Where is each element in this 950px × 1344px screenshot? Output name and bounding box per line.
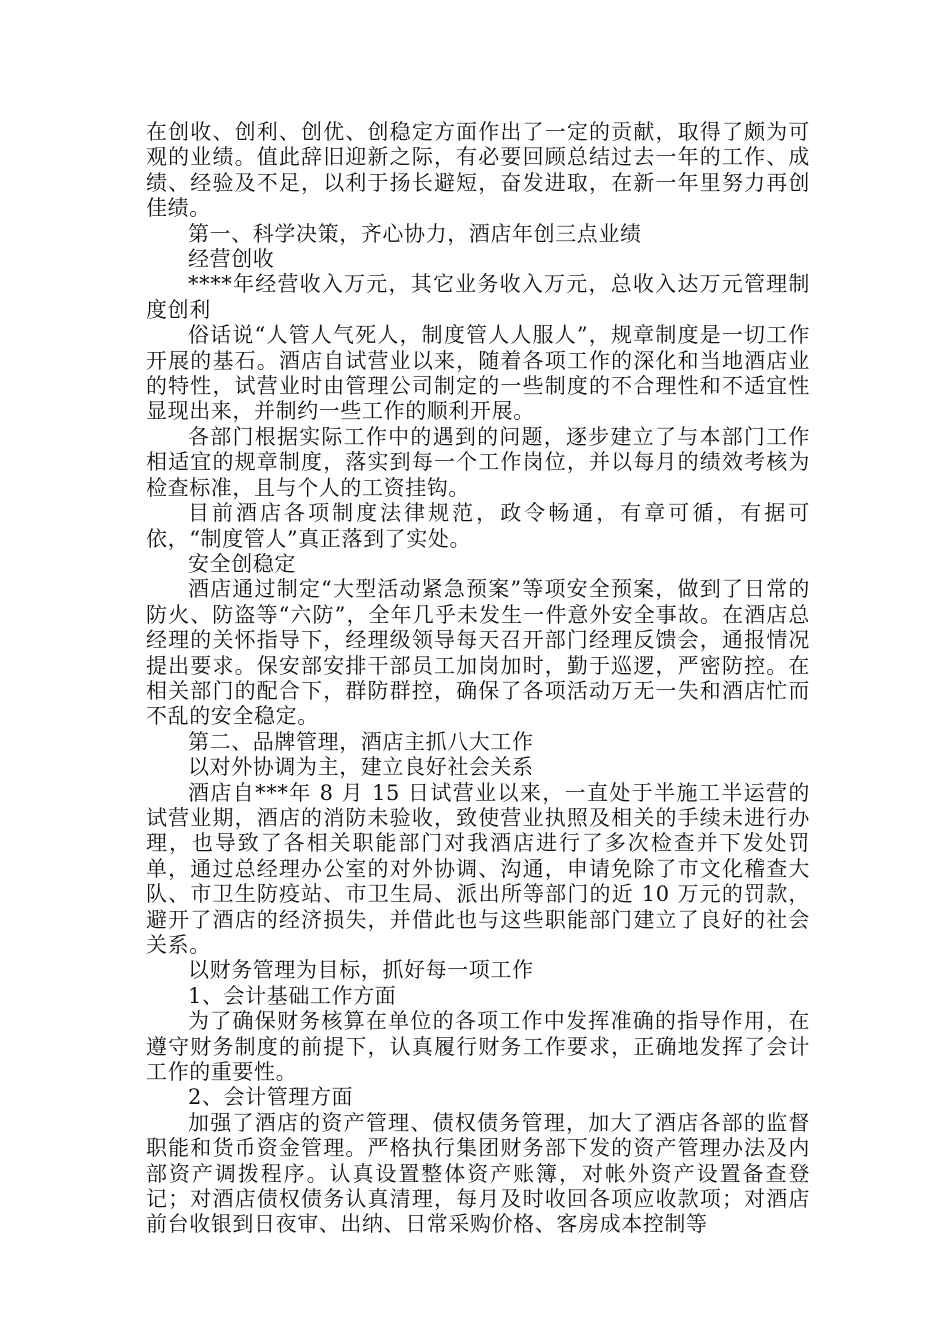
- paragraph: 为了确保财务核算在单位的各项工作中发挥准确的指导作用，在遵守财务制度的前提下，认真履行财务工作要求，正确地发挥了会计工作的重要性。: [146, 1009, 810, 1085]
- subsection-heading: 经营创收: [188, 247, 275, 272]
- paragraph: 各部门根据实际工作中的遇到的问题，逐步建立了与本部门工作相适宜的规章制度，落实到每一个工作岗位，并以每月的绩效考核为检查标准，且与个人的工资挂钩。: [146, 424, 810, 500]
- paragraph: ****年经营收入万元，其它业务收入万元，总收入达万元管理制度创利: [146, 272, 810, 322]
- section-heading: 第二、品牌管理，酒店主抓八大工作: [188, 729, 534, 754]
- paragraph: 目前酒店各项制度法律规范，政令畅通，有章可循，有据可依，“制度管人”真正落到了实处。: [146, 501, 810, 551]
- document-body: [146, 120, 810, 1238]
- list-item-heading: 1、会计基础工作方面: [188, 983, 397, 1008]
- list-item-heading: 2、会计管理方面: [188, 1085, 354, 1110]
- section-heading: 第一、科学决策，齐心协力，酒店年创三点业绩: [188, 221, 642, 246]
- subsection-heading: 以财务管理为目标，抓好每一项工作: [188, 958, 534, 983]
- subsection-heading: 以对外协调为主，建立良好社会关系: [188, 755, 534, 780]
- paragraph: 酒店通过制定“大型活动紧急预案”等项安全预案，做到了日常的防火、防盗等“六防”，全年几乎未发生一件意外安全事故。在酒店总经理的关怀指导下，经理级领导每天召开部门经理反馈会，通报情况提出要求。保安部安排干部员工加岗加时，勤于巡逻，严密防控。在相关部门的配合下，群防群控，确保了各项活动万无一失和酒店忙而不乱的安全稳定。: [146, 577, 810, 729]
- paragraph: 加强了酒店的资产管理、债权债务管理，加大了酒店各部的监督职能和货币资金管理。严格执行集团财务部下发的资产管理办法及内部资产调拨程序。认真设置整体资产账簿，对帐外资产设置备查登记；对酒店债权债务认真清理，每月及时收回各项应收款项；对酒店前台收银到日夜审、出纳、日常采购价格、客房成本控制等: [146, 1110, 810, 1237]
- paragraph: 在创收、创利、创优、创稳定方面作出了一定的贡献，取得了颇为可观的业绩。值此辞旧迎新之际，有必要回顾总结过去一年的工作、成绩、经验及不足，以利于扬长避短，奋发进取，在新一年里努力再创佳绩。: [146, 120, 810, 221]
- subsection-heading: 安全创稳定: [188, 551, 296, 576]
- paragraph: 酒店自***年 8 月 15 日试营业以来，一直处于半施工半运营的试营业期，酒店的消防未验收，致使营业执照及相关的手续未进行办理，也导致了各相关职能部门对我酒店进行了多次检查并下发处罚单，通过总经理办公室的对外协调、沟通，申请免除了市文化稽查大队、市卫生防疫站、市卫生局、派出所等部门的近 10 万元的罚款，避开了酒店的经济损失，并借此也与这些职能部门建立了良好的社会关系。: [146, 780, 810, 957]
- paragraph: 俗话说“人管人气死人，制度管人人服人”，规章制度是一切工作开展的基石。酒店自试营业以来，随着各项工作的深化和当地酒店业的特性，试营业时由管理公司制定的一些制度的不合理性和不适宜性显现出来，并制约一些工作的顺利开展。: [146, 323, 810, 424]
